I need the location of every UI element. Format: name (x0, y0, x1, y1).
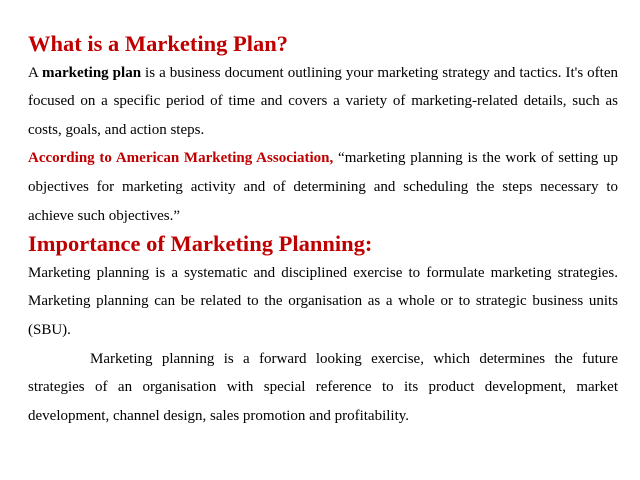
heading-importance-of-marketing-planning: Importance of Marketing Planning: (28, 231, 373, 257)
paragraph-ama-definition (28, 144, 618, 230)
definition-lead-text: A (28, 64, 43, 81)
paragraph-importance-1: Marketing planning is a systematic and disciplined exercise to formulate marketing strategies. Marketing planning can be related to the organisation as a whole or to strategic business units (SBU). (28, 264, 618, 338)
term-marketing-plan: marketing plan (42, 64, 142, 81)
heading-what-is-marketing-plan: What is a Marketing Plan? (28, 31, 289, 56)
paragraph-importance-2: Marketing planning is a forward looking exercise, which determines the future strategies of an organisation with special reference to its product development, market development, channel design, sales promotion and profitability. (28, 350, 618, 424)
ama-source-label: According to American Marketing Association, (28, 150, 334, 167)
definition-body-text: is a business document outlining your marketing strategy and tactics. It's often focused on a specific period of time and covers a variety of marketing-related details, such as costs, goals, and action steps. (28, 64, 618, 138)
ama-quote-text: “marketing planning is the work of setting up objectives for marketing activity and of determining and scheduling the steps necessary to achieve such objectives.” (28, 150, 618, 224)
document-body (28, 30, 618, 430)
paragraph-marketing-plan-definition (28, 59, 618, 145)
